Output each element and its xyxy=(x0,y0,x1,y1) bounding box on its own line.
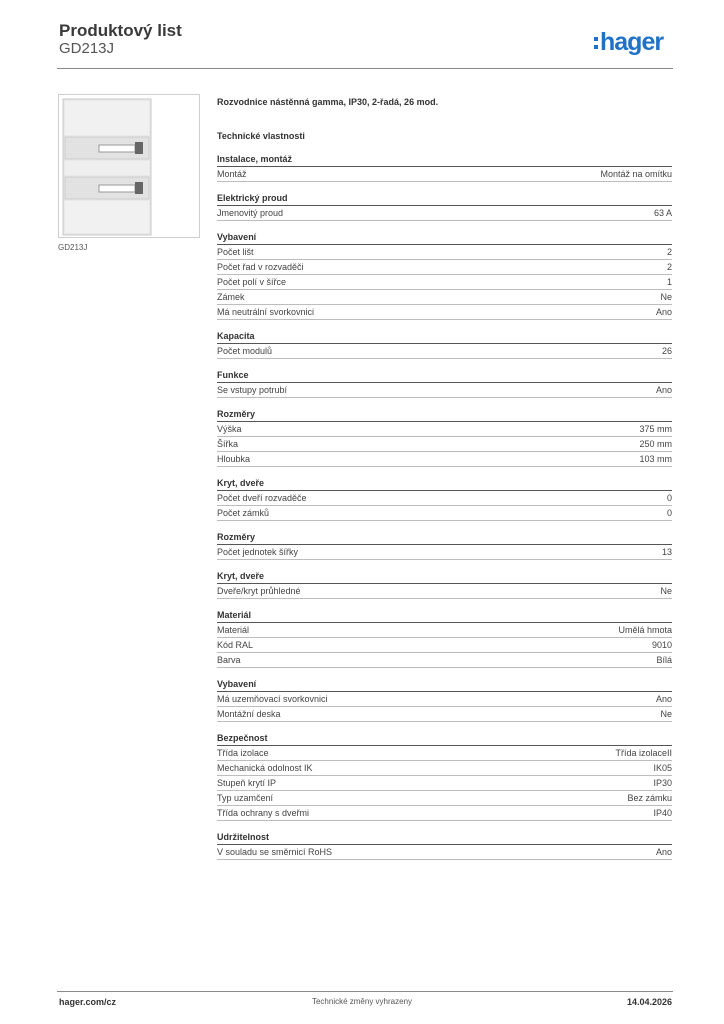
spec-row xyxy=(217,653,672,668)
spec-label: Dveře/kryt průhledné xyxy=(217,586,301,596)
spec-label: Počet lišt xyxy=(217,247,254,257)
spec-label: Barva xyxy=(217,655,241,665)
section-title: Instalace, montáž xyxy=(217,152,672,167)
header-divider xyxy=(57,68,673,69)
spec-label: Typ uzamčení xyxy=(217,793,274,803)
spec-value: 2 xyxy=(666,247,672,257)
section-title: Rozměry xyxy=(217,530,672,545)
product-subtitle: Rozvodnice nástěnná gamma, IP30, 2-řadá, 26 mod. xyxy=(217,97,439,107)
spec-row xyxy=(217,623,672,638)
spec-value: 0 xyxy=(666,508,672,518)
spec-label: Počet řad v rozvaděči xyxy=(217,262,304,272)
spec-section xyxy=(217,368,672,398)
spec-value: 103 mm xyxy=(639,454,672,464)
spec-row xyxy=(217,383,672,398)
spec-value: Ne xyxy=(660,292,672,302)
spec-label: Jmenovitý proud xyxy=(217,208,284,218)
brand-name: hager xyxy=(600,28,664,56)
spec-row xyxy=(217,344,672,359)
section-title: Funkce xyxy=(217,368,672,383)
page-title: Produktový list xyxy=(59,21,182,40)
specification-sections xyxy=(217,152,672,860)
spec-label: Montážní deska xyxy=(217,709,281,719)
spec-value: Ano xyxy=(655,385,672,395)
spec-section xyxy=(217,830,672,860)
spec-value: IK05 xyxy=(653,763,672,773)
spec-row xyxy=(217,275,672,290)
spec-row xyxy=(217,638,672,653)
spec-value: 63 A xyxy=(653,208,672,218)
spec-section xyxy=(217,731,672,821)
section-title: Kryt, dveře xyxy=(217,569,672,584)
section-title: Materiál xyxy=(217,608,672,623)
spec-value: 250 mm xyxy=(639,439,672,449)
section-title: Elektrický proud xyxy=(217,191,672,206)
spec-section xyxy=(217,191,672,221)
spec-label: Má uzemňovací svorkovnici xyxy=(217,694,328,704)
spec-row xyxy=(217,845,672,860)
spec-value: 0 xyxy=(666,493,672,503)
spec-row xyxy=(217,776,672,791)
spec-row xyxy=(217,206,672,221)
spec-label: Má neutrální svorkovnici xyxy=(217,307,315,317)
spec-row xyxy=(217,791,672,806)
spec-value: Ano xyxy=(655,847,672,857)
spec-value: Ne xyxy=(660,709,672,719)
spec-row xyxy=(217,761,672,776)
spec-value: 13 xyxy=(661,547,672,557)
spec-value: 2 xyxy=(666,262,672,272)
spec-value: IP30 xyxy=(653,778,672,788)
spec-label: V souladu se směrnicí RoHS xyxy=(217,847,333,857)
section-title: Vybavení xyxy=(217,677,672,692)
spec-row xyxy=(217,167,672,182)
hager-logo xyxy=(592,24,676,58)
footer-notice: Technické změny vyhrazeny xyxy=(311,997,413,1006)
spec-value: 375 mm xyxy=(639,424,672,434)
section-title: Rozměry xyxy=(217,407,672,422)
spec-section xyxy=(217,608,672,668)
product-code: GD213J xyxy=(59,40,115,57)
spec-row xyxy=(217,707,672,722)
spec-row xyxy=(217,437,672,452)
section-title: Vybavení xyxy=(217,230,672,245)
spec-row xyxy=(217,452,672,467)
spec-section xyxy=(217,569,672,599)
section-title: Udržitelnost xyxy=(217,830,672,845)
spec-section xyxy=(217,407,672,467)
spec-row xyxy=(217,491,672,506)
product-image xyxy=(58,94,200,238)
spec-label: Montáž xyxy=(217,169,247,179)
spec-row xyxy=(217,290,672,305)
spec-value: Bílá xyxy=(656,655,672,665)
spec-label: Počet polí v šířce xyxy=(217,277,287,287)
section-title: Kryt, dveře xyxy=(217,476,672,491)
spec-row xyxy=(217,692,672,707)
spec-label: Hloubka xyxy=(217,454,251,464)
spec-label: Třída ochrany s dveřmi xyxy=(217,808,310,818)
spec-section xyxy=(217,476,672,521)
footer-divider xyxy=(57,991,673,992)
spec-label: Šířka xyxy=(217,439,239,449)
spec-label: Počet dveří rozvaděče xyxy=(217,493,307,503)
spec-value: Třída izolaceII xyxy=(615,748,672,758)
product-content xyxy=(217,95,672,860)
section-title: Kapacita xyxy=(217,329,672,344)
spec-value: Umělá hmota xyxy=(618,625,672,635)
spec-value: 26 xyxy=(661,346,672,356)
spec-row xyxy=(217,545,672,560)
spec-section xyxy=(217,152,672,182)
spec-value: Bez zámku xyxy=(627,793,672,803)
spec-value: IP40 xyxy=(653,808,672,818)
spec-label: Počet zámků xyxy=(217,508,270,518)
spec-value: Ne xyxy=(660,586,672,596)
section-title: Bezpečnost xyxy=(217,731,672,746)
spec-value: Montáž na omítku xyxy=(600,169,672,179)
spec-label: Se vstupy potrubí xyxy=(217,385,288,395)
spec-value: Ano xyxy=(655,694,672,704)
spec-label: Počet modulů xyxy=(217,346,273,356)
spec-label: Kód RAL xyxy=(217,640,254,650)
features-heading: Technické vlastnosti xyxy=(217,131,305,141)
spec-label: Mechanická odolnost IK xyxy=(217,763,313,773)
spec-label: Počet jednotek šířky xyxy=(217,547,299,557)
spec-label: Třída izolace xyxy=(217,748,269,758)
spec-value: 9010 xyxy=(651,640,672,650)
footer-website: hager.com/cz xyxy=(59,997,117,1007)
spec-section xyxy=(217,530,672,560)
spec-section xyxy=(217,230,672,320)
image-caption: GD213J xyxy=(58,243,88,252)
spec-row xyxy=(217,422,672,437)
spec-section xyxy=(217,329,672,359)
spec-label: Zámek xyxy=(217,292,245,302)
spec-row xyxy=(217,245,672,260)
spec-label: Stupeň krytí IP xyxy=(217,778,277,788)
spec-row xyxy=(217,260,672,275)
spec-row xyxy=(217,506,672,521)
spec-value: Ano xyxy=(655,307,672,317)
spec-value: 1 xyxy=(666,277,672,287)
spec-row xyxy=(217,746,672,761)
spec-row xyxy=(217,584,672,599)
spec-row xyxy=(217,305,672,320)
spec-label: Výška xyxy=(217,424,242,434)
spec-section xyxy=(217,677,672,722)
spec-row xyxy=(217,806,672,821)
footer-date: 14.04.2026 xyxy=(626,997,672,1007)
spec-label: Materiál xyxy=(217,625,250,635)
